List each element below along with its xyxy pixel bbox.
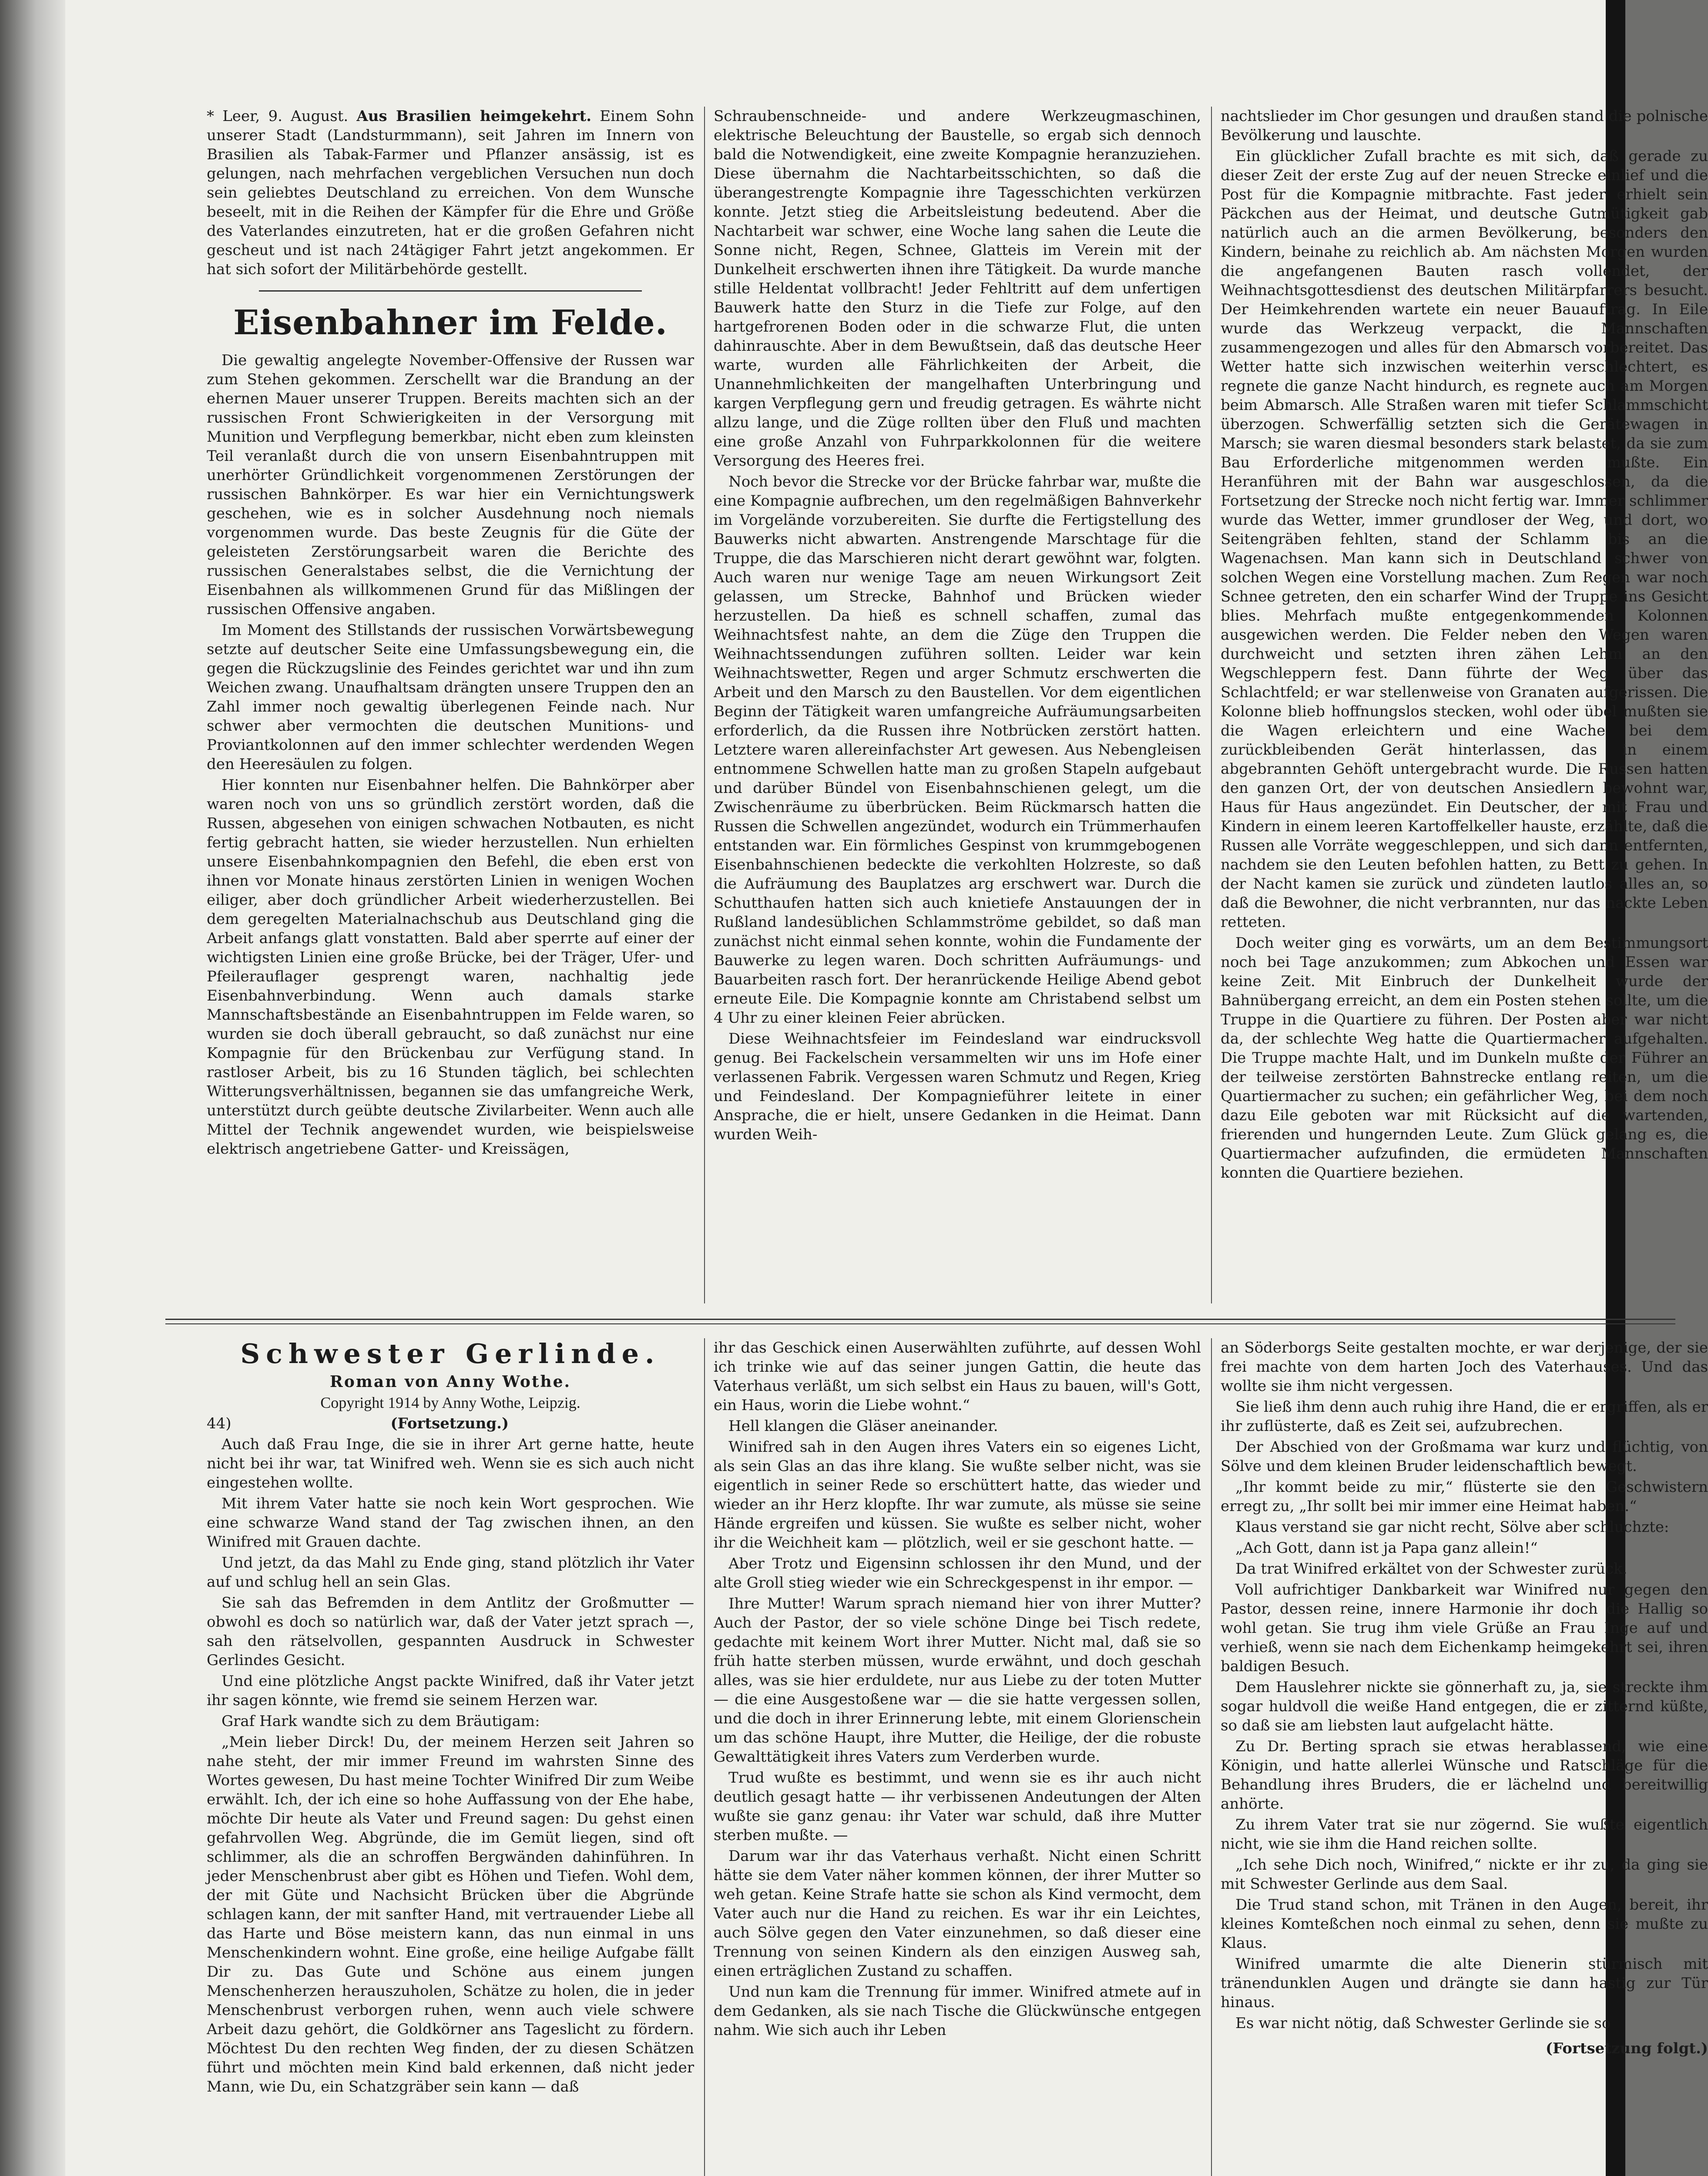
novel-paragraph: Zu ihrem Vater trat sie nur zögernd. Sie wußte eigentlich nicht, wie sie ihm die Hand reichen sollte.	[1221, 1816, 1708, 1853]
news-dateline: * Leer, 9. August.	[207, 107, 349, 125]
column-rule	[704, 107, 705, 1303]
novel-paragraph: „Ich sehe Dich noch, Winifred,“ nickte er ihr zu, da ging sie mit Schwester Gerlinde aus dem Saal.	[1221, 1856, 1708, 1893]
novel-paragraph: Ihre Mutter! Warum sprach niemand hier von ihrer Mutter? Auch der Pastor, der so viele schöne Dinge bei Tisch redete, gedachte mit keinem Wort ihrer Mutter. Nicht mal, daß sie so früh hatte sterben müssen, wurde erwähnt, und doch geschah alles, was sie hier erduldete, nur aus Liebe zu der toten Mutter — die eine Ausgestoßene war — die sie hatte vergessen sollen, und die doch in ihrer Erinnerung lebte, mit einem Glorienschein um das schöne Haupt, ihre Mutter, die Heilige, der die robuste Gewalttätigkeit ihres Vaters zum Verderben wurde.	[714, 1595, 1201, 1766]
novel-paragraph: Mit ihrem Vater hatte sie noch kein Wort gesprochen. Wie eine schwarze Wand stand der Tag zwischen ihnen, an den Winifred mit Grauen dachte.	[207, 1495, 694, 1551]
novel-column-2	[714, 1338, 1201, 2176]
novel-byline: Roman von Anny Wothe.	[329, 1373, 571, 1391]
novel-paragraph: „Mein lieber Dirck! Du, der meinem Herzen seit Jahren so nahe steht, der mir immer Freund im wahrsten Sinne des Wortes gewesen, Du hast meine Tochter Winifred Dir zum Weibe erwählt. Ich, der ich eine so hohe Auffassung von der Ehe habe, möchte Dir heute als Vater und Freund sagen: Du gehst einen gefahrvollen Weg. Abgründe, die im Gemüt liegen, sind oft schlimmer, als die an schroffen Bergwänden dahinführen. In jeder Menschenbrust aber gibt es Höhen und Tiefen. Wohl dem, der mit Güte und Nachsicht Brücken über die Abgründe schlagen kann, der mit sanfter Hand, mit vertrauender Liebe all das Harte und Böse meistern kann, das nun einmal in uns Menschenkindern wohnt. Eine große, eine heilige Aufgabe fällt Dir zu. Das Gute und Schöne aus einem jungen Menschenherzen herauszuholen, Schätze zu holen, die in jeder Menschenbrust verborgen ruhen, wenn auch viele schwere Arbeit dazu gehört, die Goldkörner ans Tageslicht zu fördern. Möchtest Du den rechten Weg finden, der zu diesen Schätzen führt und möchten mein Kind bald erkennen, daß nicht jeder Mann, wie Du, ein Schatzgräber sein kann — daß	[207, 1733, 694, 2095]
novel-paragraph: Und nun kam die Trennung für immer. Winifred atmete auf in dem Gedanken, als sie nach Tische die Glückwünsche entgegen nahm. Wie sich auch ihr Leben	[714, 1983, 1201, 2039]
feature-paragraph: Doch weiter ging es vorwärts, um an dem Bestimmungsort noch bei Tage anzukommen; zum Abkochen und Essen war keine Zeit. Mit Einbruch der Dunkelheit wurde der Bahnübergang erreicht, an dem ein Posten stehen sollte, um die Truppe in die Quartiere zu führen. Der Posten aber war nicht da, der schlechte Weg hatte die Quartiermacher aufgehalten. Die Truppe machte Halt, und im Dunkeln mußte der Führer an der teilweise zerstörten Bahnstrecke entlang reiten, um die Quartiermacher zu suchen; ein gefährlicher Weg, bei dem noch dazu Eile geboten war mit Rücksicht auf die wartenden, frierenden und hungernden Leute. Zum Glück gelang es, die Quartiermacher aufzufinden, die ermüdeten Mannschaften konnten die Quartiere beziehen.	[1221, 934, 1708, 1182]
feature-column-2	[714, 107, 1201, 1303]
news-text: Einem Sohn unserer Stadt (Landsturmmann), seit Jahren im Innern von Brasilien als Tabak-Farmer und Pflanzer ansässig, ist es gelungen, nach mehrfachen vergeblichen Versuchen nun doch sein geliebtes Deutschland zu erreichen. Von dem Wunsche beseelt, mit in die Reihen der Kämpfer für die Ehre und Größe des Vaterlandes einzutreten, hat er die großen Gefahren nicht gescheut und ist nach 24tägiger Fahrt jetzt angekommen. Er hat sich sofort der Militärbehörde gestellt.	[207, 107, 694, 278]
novel-paragraph: Und jetzt, da das Mahl zu Ende ging, stand plötzlich ihr Vater auf und schlug hell an sein Glas.	[207, 1554, 694, 1591]
section-divider	[259, 281, 642, 292]
novel-paragraph: Sie sah das Befremden in dem Antlitz der Großmutter — obwohl es doch so natürlich war, daß der Vater jetzt sprach —, sah den rätselvollen, gespannten Ausdruck in Schwester Gerlindes Gesicht.	[207, 1594, 694, 1669]
novel-paragraph: Die Trud stand schon, mit Tränen in den Augen, bereit, ihr kleines Komteßchen noch einmal zu sehen, denn sie mußte zu Klaus.	[1221, 1896, 1708, 1952]
novel-paragraph: Winifred sah in den Augen ihres Vaters ein so eigenes Licht, als sein Glas an das ihre klang. Sie wußte selber nicht, was sie eigentlich in seiner Rede so erschüttert hatte, das wieder und wieder an ihr Herz klopfte. Ihr war zumute, als müsse sie seine Hände ergreifen und küssen. Sie wußte es selber nicht, woher ihr die Weichheit kam — plötzlich, weil er sie geschont hatte. —	[714, 1438, 1201, 1551]
novel-paragraph: Hell klangen die Gläser aneinander.	[728, 1417, 998, 1435]
column-rule	[704, 1338, 705, 2176]
section-rule	[165, 1319, 1675, 1324]
feature-paragraph: Im Moment des Stillstands der russischen Vorwärtsbewegung setzte auf deutscher Seite eine Umfassungsbewegung ein, die gegen die Rückzugslinie des Feindes gerichtet war und ihn zum Weichen zwang. Unaufhaltsam drängten unsere Truppen den an Zahl immer noch gewaltig überlegenen Feinde nach. Nur schwer aber vermochten die deutschen Munitions- und Proviantkolonnen auf den immer schlechter werdenden Wegen den Heeresäulen zu folgen.	[207, 621, 694, 773]
feature-paragraph: Noch bevor die Strecke vor der Brücke fahrbar war, mußte die eine Kompagnie aufbrechen, um den regelmäßigen Bahnverkehr im Vorgelände vorzubereiten. Sie durfte die Fertigstellung des Bauwerks nicht abwarten. Anstrengende Marschtage für die Truppe, die das Marschieren nicht derart gewöhnt war, folgten. Auch waren nur wenige Tage am neuen Wirkungsort Zeit gelassen, um Strecke, Bahnhof und Brücken wieder herzustellen. Da hieß es schnell schaffen, zumal das Weihnachtsfest nahte, an dem die Züge den Truppen die Weihnachtssendungen zuführen sollten. Leider war kein Weihnachtswetter, Regen und arger Schmutz erschwerten die Arbeit und den Marsch zu den Baustellen. Vor dem eigentlichen Beginn der Tätigkeit waren umfangreiche Aufräumungsarbeiten erforderlich, da die Russen ihre Notbrücken zerstört hatten. Letztere waren allereinfachster Art gewesen. Aus Nebengleisen entnommene Schwellen hatte man zu großen Stapeln aufgebaut und darüber Bündel von Eisenbahnschienen gelegt, um die Zwischenräume zu überbrücken. Beim Rückmarsch hatten die Russen die Schwellen angezündet, wodurch ein Trümmerhaufen entstanden war. Ein förmliches Gespinst von krummgebogenen Eisenbahnschienen bedeckte die verkohlten Holzreste, so daß die Aufräumung des Bauplatzes arg erschwert war. Durch die Schutthaufen hatten sich auch knietiefe Anstauungen der in Rußland landesüblichen Schlammströme gebildet, so daß man zunächst nicht einmal sehen konnte, wohin die Fundamente der Bauwerke zu legen waren. Doch schritten Aufräumungs- und Bauarbeiten rasch fort. Der heranrückende Heilige Abend gebot erneute Eile. Die Kompagnie konnte am Christabend selbst um 4 Uhr zu einer kleinen Feier abrücken.	[714, 473, 1201, 1027]
novel-paragraph: „Ach Gott, dann ist ja Papa ganz allein!“	[1235, 1539, 1538, 1557]
novel-paragraph: Zu Dr. Berting sprach sie etwas herablassend, wie eine Königin, und hatte allerlei Wünsche und Ratschläge für die Behandlung ihres Bruders, die er lächelnd und bereitwillig anhörte.	[1221, 1738, 1708, 1813]
novel-column-3	[1221, 1338, 1708, 2176]
novel-paragraph: Darum war ihr das Vaterhaus verhaßt. Nicht einen Schritt hätte sie dem Vater näher kommen können, der ihrer Mutter so weh getan. Keine Strafe hatte sie schon als Kind vermocht, dem Vater auch nur die Hand zu reichen. Es war ihr ein Leichtes, auch Sölve gegen den Vater einzunehmen, so daß dieser eine Trennung von seinen Kindern als den einzigen Ausweg sah, einen erträglichen Zustand zu schaffen.	[714, 1847, 1201, 1980]
feature-paragraph: Hier konnten nur Eisenbahner helfen. Die Bahnkörper aber waren noch von uns so gründlich zerstört worden, daß die Russen, abgesehen von einigen schwachen Notbauten, es nicht fertig gebracht hatten, sie wieder herzustellen. Nun erhielten unsere Eisenbahnkompagnien den Befehl, die eben erst von ihnen vor Monate hinaus zerstörten Linien in wenigen Wochen eiliger, aber doch gründlicher Arbeit wiederherzustellen. Bei dem geregelten Materialnachschub aus Deutschland ging die Arbeit anfangs glatt vonstatten. Bald aber sperrte auf einer der wichtigsten Linien eine große Brücke, bei der Träger, Ufer- und Pfeilerauflager gesprengt waren, nachhaltig jede Eisenbahnverbindung. Wenn auch damals starke Mannschaftsbestände an Eisenbahntruppen im Felde waren, so wurden sie doch überall gebraucht, so daß zunächst nur eine Kompagnie für den Brückenbau zur Verfügung stand. In rastloser Arbeit, bis zu 16 Stunden täglich, bei schlechten Witterungsverhältnissen, begannen sie das umfangreiche Werk, unterstützt durch geübte deutsche Zivilarbeiter. Wenn auch alle Mittel der Technik angewendet wurden, wie beispielsweise elektrisch angetriebene Gatter- und Kreissägen,	[207, 776, 694, 1158]
novel-paragraph: Auch daß Frau Inge, die sie in ihrer Art gerne hatte, heute nicht bei ihr war, tat Winifred weh. Wenn sie es sich auch nicht eingestehen wollte.	[207, 1436, 694, 1491]
novel-paragraph: ihr das Geschick einen Auserwählten zuführte, auf dessen Wohl ich trinke wie auf das seiner jungen Gattin, die heute das Vaterhaus verläßt, um sich selbst ein Haus zu bauen, will's Gott, ein Haus, worin die Liebe wohnt.“	[714, 1339, 1201, 1414]
continuation-note: (Fortsetzung folgt.)	[1545, 2040, 1708, 2057]
novel-paragraph: Dem Hauslehrer nickte sie gönnerhaft zu, ja, sie streckte ihm sogar huldvoll die weiße Hand entgegen, die er zitternd küßte, so daß sie am liebsten laut aufgelacht hätte.	[1221, 1679, 1708, 1734]
news-item	[207, 107, 694, 279]
novel-paragraph: Der Abschied von der Großmama war kurz und flüchtig, von Sölve und dem kleinen Bruder leidenschaftlich bewegt.	[1221, 1438, 1708, 1475]
feature-column-3	[1221, 107, 1708, 1303]
novel-paragraph: Da trat Winifred erkältet von der Schwester zurück.	[1235, 1560, 1627, 1578]
novel-paragraph: Trud wußte es bestimmt, und wenn sie es ihr auch nicht deutlich gesagt hatte — ihr verbissenen Andeutungen der Alten wußte sie ganz genau: ihr Vater war schuld, daß ihre Mutter sterben mußte. —	[714, 1769, 1201, 1844]
feature-column-1	[207, 107, 694, 1303]
feature-paragraph: Schraubenschneide- und andere Werkzeugmaschinen, elektrische Beleuchtung der Baustelle, so ergab sich dennoch bald die Notwendigkeit, eine zweite Kompagnie heranzuziehen. Diese übernahm die Nachtarbeitsschichten, so daß die überangestrengte Kompagnie ihre Tagesschichten verkürzen konnte. Jetzt stieg die Arbeitsleistung bedeutend. Aber die Nachtarbeit war schwer, eine Woche lang sahen die Leute die Sonne nicht, Regen, Schnee, Glatteis im Verein mit der Dunkelheit erschwerten ihnen ihre Tätigkeit. Da wurde manche stille Heldentat vollbracht! Jeder Fehltritt auf dem unfertigen Bauwerk hatte den Sturz in die Tiefe zur Folge, auf den hartgefrorenen Boden oder in die schwarze Flut, die unten dahinrauschte. Aber in dem Bewußtsein, daß das deutsche Heer warte, wurden alle Fährlichkeiten der Arbeit, die Unannehmlichkeiten der mangelhaften Unterbringung und kargen Verpflegung gern und freudig getragen. Es währte nicht allzu lange, und die Züge rollten über den Fluß und machten eine große Anzahl von Fuhrparkkolonnen für die weitere Versorgung des Heeres frei.	[714, 107, 1201, 470]
novel-paragraph: Winifred umarmte die alte Dienerin stürmisch mit tränendunklen Augen und drängte sie dann hastig zur Tür hinaus.	[1221, 1955, 1708, 2011]
newspaper-page	[65, 0, 1708, 2176]
novel-paragraph: Graf Hark wandte sich zu dem Bräutigam:	[221, 1713, 540, 1730]
installment-line	[207, 1414, 694, 1433]
feature-paragraph: Diese Weihnachtsfeier im Feindesland war eindrucksvoll genug. Bei Fackelschein versammelten wir uns im Hofe einer verlassenen Fabrik. Vergessen waren Schmutz und Regen, Krieg und Feindesland. Der Kompagnieführer leitete in einer Ansprache, die er hielt, unsere Gedanken in die Heimat. Dann wurden Weih-	[714, 1030, 1201, 1143]
novel-copyright: Copyright 1914 by Anny Wothe, Leipzig.	[320, 1394, 581, 1411]
novel-paragraph: Es war nicht nötig, daß Schwester Gerlinde sie so	[1235, 2015, 1611, 2032]
installment-number: 44)	[207, 1415, 232, 1432]
novel-paragraph: Klaus verstand sie gar nicht recht, Sölve aber schluchzte:	[1235, 1518, 1669, 1536]
news-headline: Aus Brasilien heimgekehrt.	[356, 107, 592, 125]
novel-paragraph: Sie ließ ihm denn auch ruhig ihre Hand, die er ergriffen, als er ihr zuflüsterte, daß es Zeit sei, aufzubrechen.	[1221, 1398, 1708, 1435]
novel-paragraph: Aber Trotz und Eigensinn schlossen ihr den Mund, und der alte Groll stieg wieder wie ein Schreckgespenst in ihr empor. —	[714, 1555, 1201, 1592]
feature-headline: Eisenbahner im Felde.	[233, 303, 668, 343]
continuation-label: (Fortsetzung.)	[390, 1415, 509, 1432]
novel-paragraph: „Ihr kommt beide zu mir,“ flüsterte sie den Geschwistern erregt zu, „Ihr sollt bei mir immer eine Heimat haben.“	[1221, 1478, 1708, 1515]
novel-title: Schwester Gerlinde.	[240, 1338, 661, 1370]
binding-edge	[0, 0, 65, 2176]
novel-paragraph: Und eine plötzliche Angst packte Winifred, daß ihr Vater jetzt ihr sagen könnte, wie fremd sie seinem Herzen war.	[207, 1672, 694, 1709]
feature-paragraph: Ein glücklicher Zufall brachte es mit sich, daß gerade zu dieser Zeit der erste Zug auf der neuen Strecke einlief und die Post für die Kompagnie mitbrachte. Fast jeder erhielt sein Päckchen aus der Heimat, und deutsche Gutmütigkeit gab natürlich auch an die armen Bevölkerung, besonders den Kindern, beinahe zu reichlich ab. Am nächsten Morgen wurden die angefangenen Bauten rasch vollendet, der Weihnachtsgottesdienst des deutschen Militärpfarrers besucht. Der Heimkehrenden wartete ein neuer Bauauftrag. In Eile wurde das Werkzeug verpackt, die Mannschaften zusammengezogen und alles für den Abmarsch vorbereitet. Das Wetter hatte sich inzwischen weiterhin verschlechtert, es regnete die ganze Nacht hindurch, es regnete auch am Morgen beim Abmarsch. Alle Straßen waren mit tiefer Schlammschicht überzogen. Schwerfällig setzten sich die Gerätewagen in Marsch; sie waren diesmal besonders stark belastet, da sie zum Bau Erforderliche mitgenommen werden mußte. Ein Heranführen mit der Bahn war ausgeschlossen, da die Fortsetzung der Strecke noch nicht fertig war. Immer schlimmer wurde das Wetter, immer grundloser der Weg, und dort, wo Seitengräben fehlten, stand der Schlamm bis an die Wagenachsen. Man kann sich in Deutschland schwer von solchen Wegen eine Vorstellung machen. Zum Regen war noch Schnee getreten, den ein scharfer Wind der Truppe ins Gesicht blies. Mehrfach mußte entgegenkommenden Kolonnen ausgewichen werden. Die Felder neben den Wegen waren durchweicht und setzten ihren zähen Lehm an den Wegschleppern fest. Dann führte der Weg über das Schlachtfeld; er war stellenweise von Granaten aufgerissen. Die Kolonne blieb hoffnungslos stecken, wohl oder übel mußten sie die Wagen erleichtern und eine Wache bei dem zurückbleibenden Gerät hinterlassen, das in einem abgebrannten Gehöft untergebracht wurde. Die Russen hatten den ganzen Ort, der von deutschen Ansiedlern bewohnt war, Haus für Haus angezündet. Ein Deutscher, der mit Frau und Kindern in einem leeren Kartoffelkeller hauste, erzählte, daß die Russen alle Vorräte weggeschleppen, und sich dann entfernten, nachdem sie den Leuten befohlen hatten, zu Bett zu gehen. In der Nacht kamen sie zurück und zündeten lautlos alles an, so daß die Bewohner, die nicht verbrannten, nur das nackte Leben retteten.	[1221, 148, 1708, 931]
column-rule	[1211, 107, 1212, 1303]
column-rule	[1211, 1338, 1212, 2176]
feature-paragraph: nachtslieder im Chor gesungen und draußen stand die polnische Bevölkerung und lauschte.	[1221, 107, 1708, 144]
feature-paragraph: Die gewaltig angelegte November-Offensive der Russen war zum Stehen gekommen. Zerschellt war die Brandung an der ehernen Mauer unserer Truppen. Bereits machten sich an der russischen Front Schwierigkeiten in der Versorgung mit Munition und Verpflegung bemerkbar, nicht eben zum kleinsten Teil veranlaßt durch die von unsern Eisenbahntruppen mit unerhörter Gründlichkeit vorgenommenen Zerstörungen der russischen Bahnkörper. Es war hier ein Vernichtungswerk geschehen, wie es in solcher Ausdehnung noch niemals vorgenommen wurde. Das beste Zeugnis für die Güte der geleisteten Zerstörungsarbeit waren die Berichte des russischen Generalstabes selbst, die die Vernichtung der Eisenbahnen als willkommenen Grund für das Mißlingen der russischen Offensive angaben.	[207, 352, 694, 618]
novel-paragraph: an Söderborgs Seite gestalten mochte, er war derjenige, der sie frei machte von dem harten Joch des Vaterhauses. Und das wollte sie ihm nicht vergessen.	[1221, 1339, 1708, 1395]
novel-column-1	[207, 1338, 694, 2176]
novel-paragraph: Voll aufrichtiger Dankbarkeit war Winifred nur gegen den Pastor, dessen reine, innere Harmonie ihr doch die Hallig so wohl getan. Sie trug ihm viele Grüße an Frau Inge auf und verhieß, wenn sie nach dem Eichenkamp heimgekehrt sei, ihren baldigen Besuch.	[1221, 1581, 1708, 1675]
